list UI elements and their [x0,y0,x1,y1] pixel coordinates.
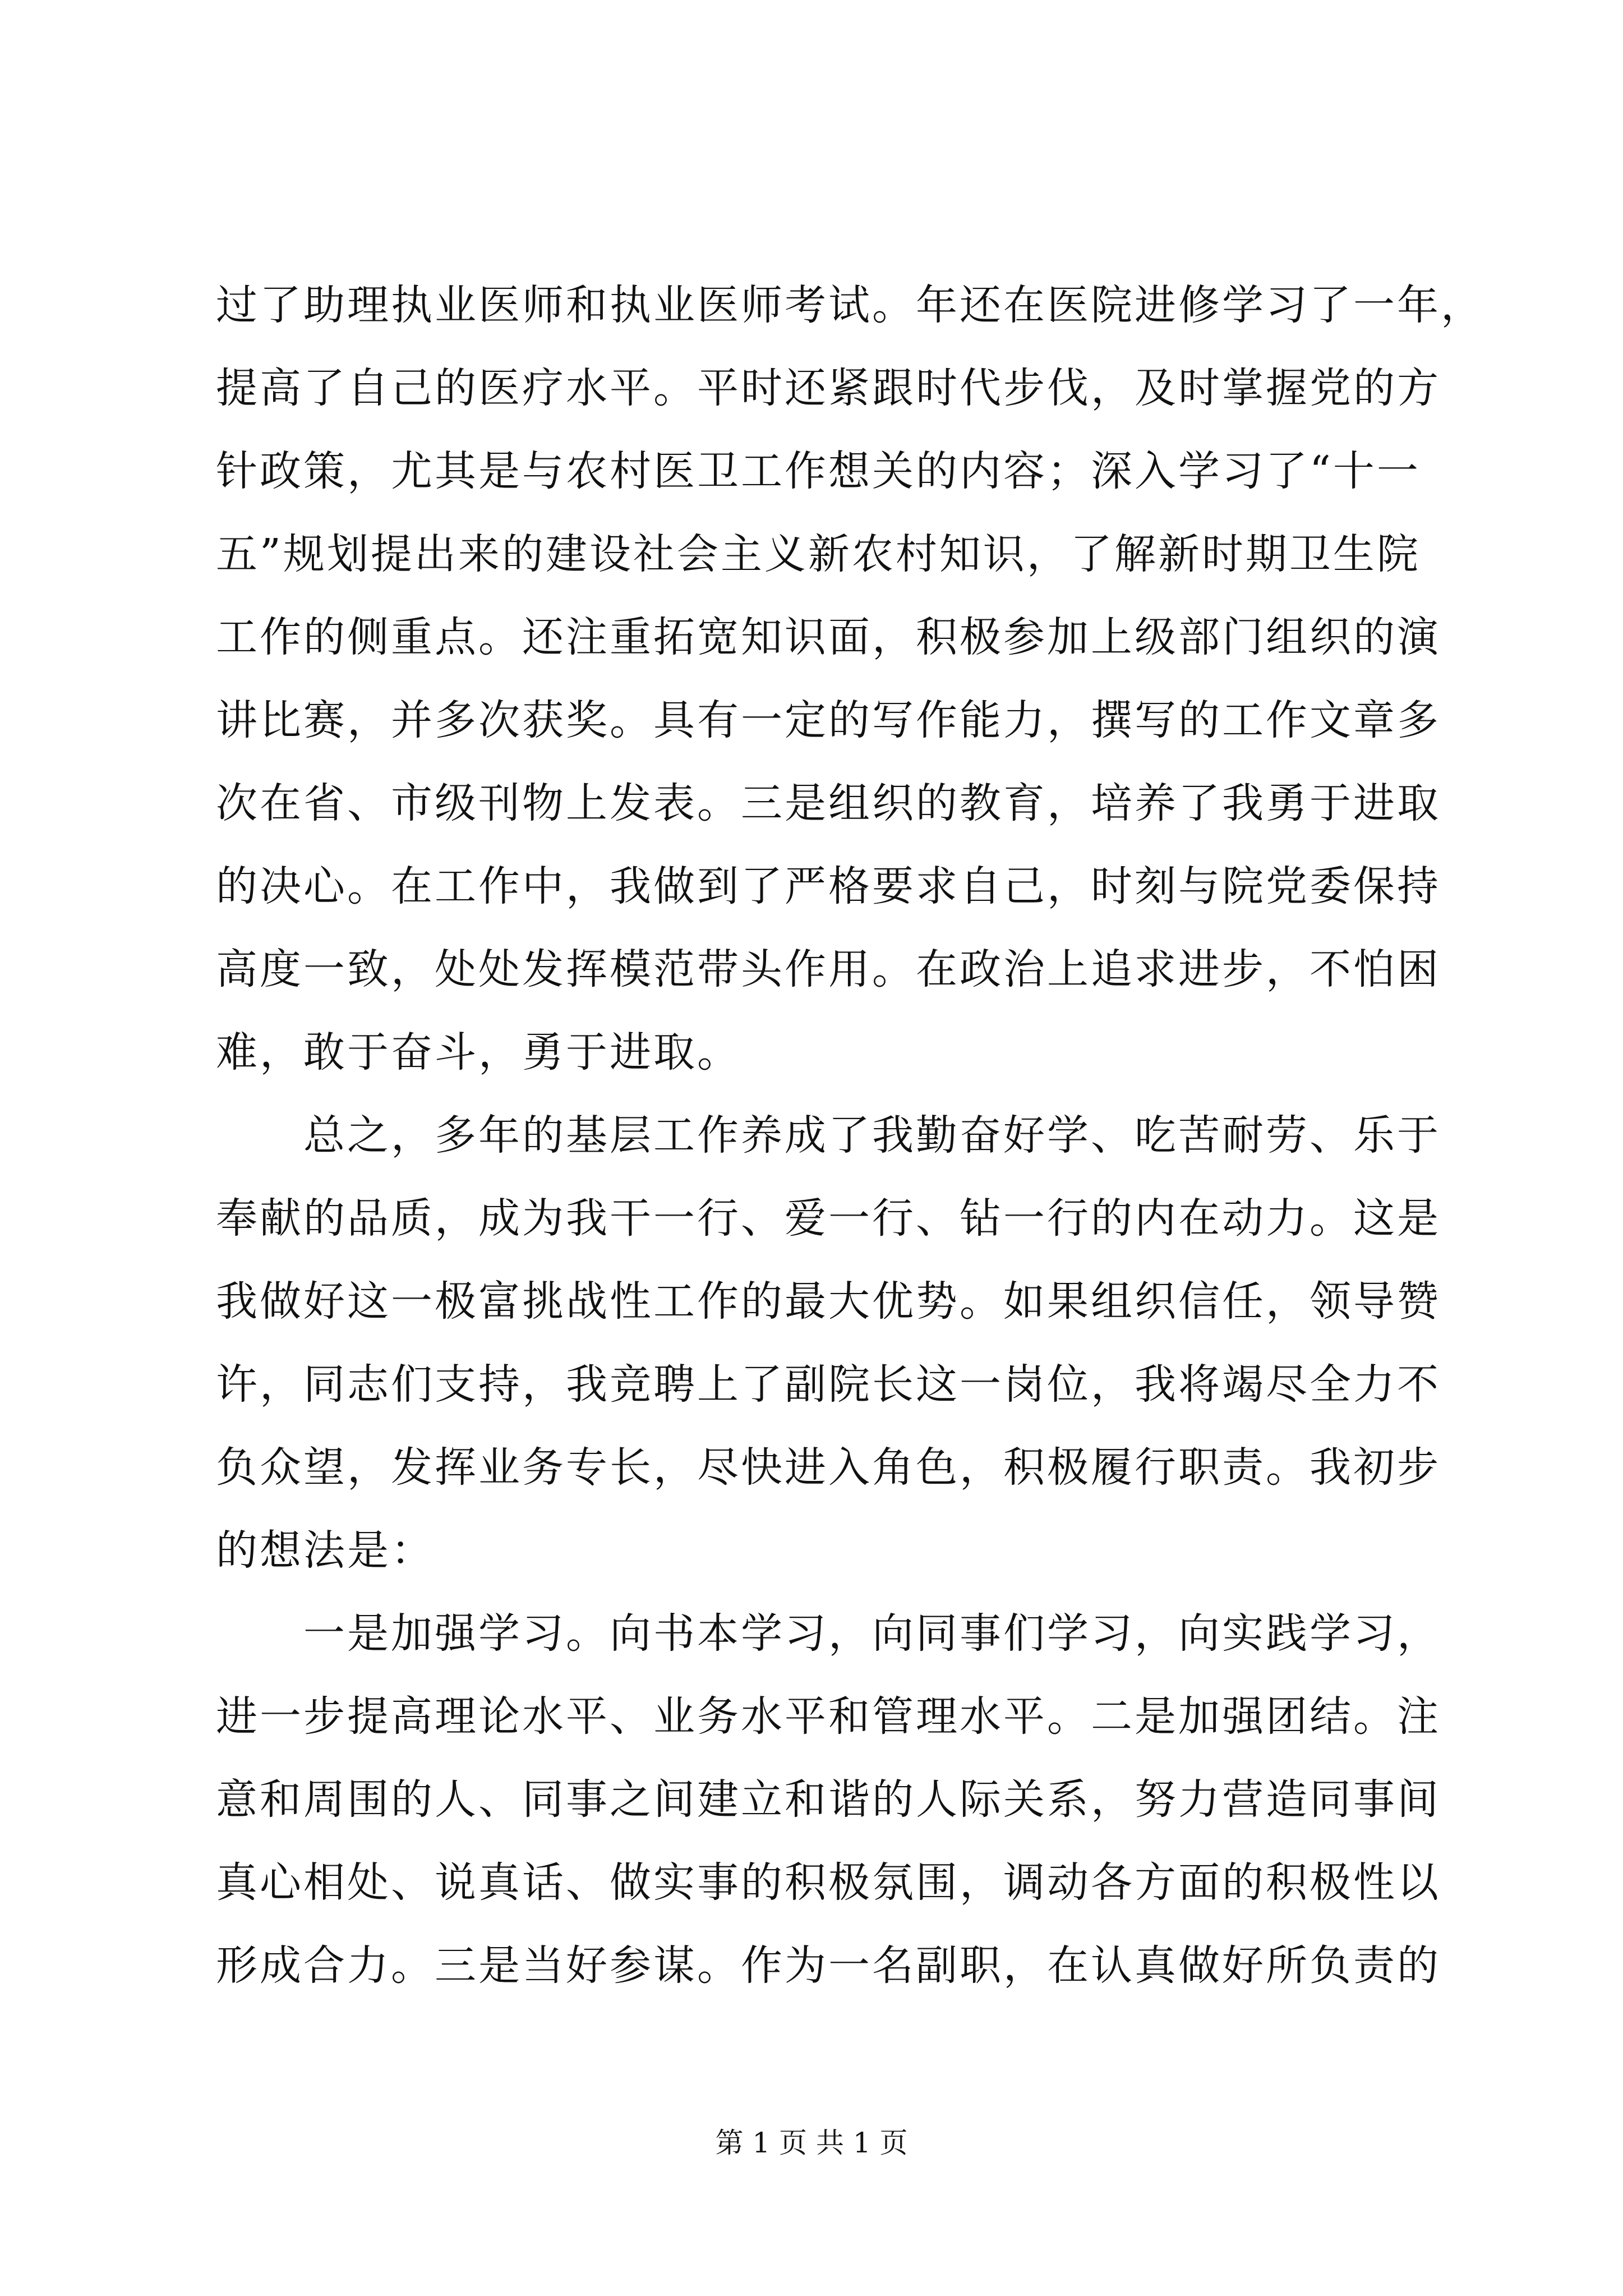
text-line: 真心相处、说真话、做实事的积极氛围，调动各方面的积极性以 [216,1858,1441,1907]
text-line: 一是加强学习。向书本学习，向同事们学习，向实践学习， [216,1609,1441,1658]
text-line: 许，同志们支持，我竞聘上了副院长这一岗位，我将竭尽全力不 [216,1360,1441,1409]
text-line: 奉献的品质，成为我干一行、爱一行、钻一行的内在动力。这是 [216,1194,1441,1243]
document-body [216,264,1484,2007]
text-line: 负众望，发挥业务专长，尽快进入角色，积极履行职责。我初步 [216,1443,1441,1492]
text-line: 难，敢于奋斗，勇于进取。 [216,1028,741,1076]
page-number-label: 第 1 页 共 1 页 [715,2127,908,2159]
text-line: 过了助理执业医师和执业医师考试。年还在医院进修学习了一年， [216,281,1484,329]
text-line: 五”规划提出来的建设社会主义新农村知识，了解新时期卫生院 [216,530,1421,578]
text-line: 工作的侧重点。还注重拓宽知识面，积极参加上级部门组织的演 [216,613,1441,661]
text-line: 我做好这一极富挑战性工作的最大优势。如果组织信任，领导赞 [216,1277,1441,1326]
text-line: 的想法是： [216,1526,435,1575]
text-line: 意和周围的人、同事之间建立和谐的人际关系，努力营造同事间 [216,1775,1441,1824]
text-line: 提高了自己的医疗水平。平时还紧跟时代步伐，及时掌握党的方 [216,364,1441,412]
text-line: 总之，多年的基层工作养成了我勤奋好学、吃苦耐劳、乐于 [216,1111,1441,1159]
text-line: 针政策，尤其是与农村医卫工作想关的内容；深入学习了“十一 [216,447,1421,495]
text-line: 高度一致，处处发挥模范带头作用。在政治上追求进步，不怕困 [216,945,1441,993]
text-line: 进一步提高理论水平、业务水平和管理水平。二是加强团结。注 [216,1692,1441,1741]
text-line: 的决心。在工作中，我做到了严格要求自己，时刻与院党委保持 [216,862,1441,910]
text-line: 讲比赛，并多次获奖。具有一定的写作能力，撰写的工作文章多 [216,696,1441,744]
text-line: 次在省、市级刊物上发表。三是组织的教育，培养了我勇于进取 [216,779,1441,827]
text-line: 形成合力。三是当好参谋。作为一名副职，在认真做好所负责的 [216,1941,1441,1990]
page-footer [0,2123,1623,2162]
